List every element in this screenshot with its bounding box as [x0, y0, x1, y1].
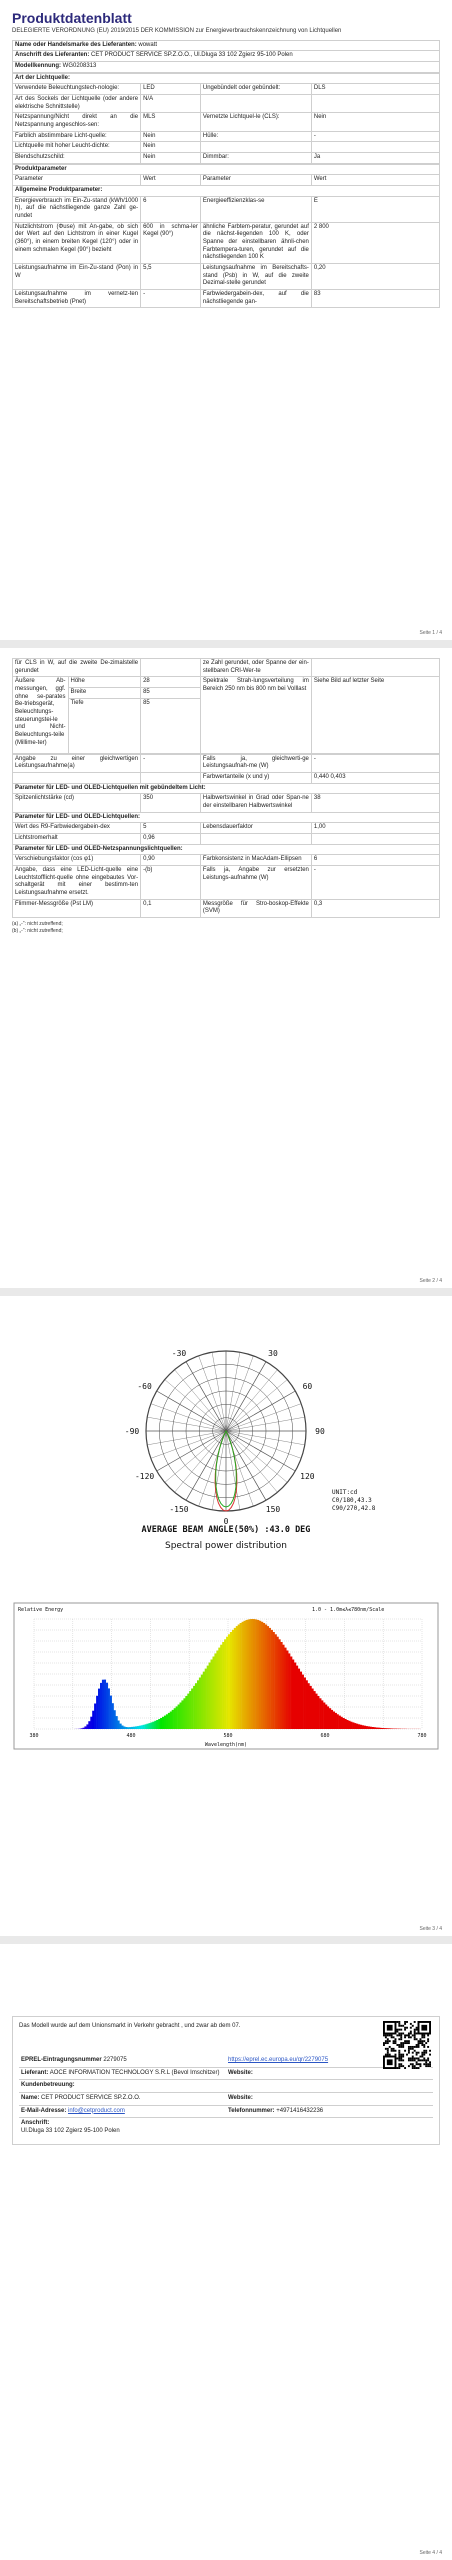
type-row: [13, 84, 440, 95]
page-4: [0, 1944, 452, 2560]
spectrum-bar: [88, 1721, 90, 1729]
polar-angle-label: 120: [300, 1472, 315, 1481]
type-value: [311, 142, 439, 153]
col-header-parameter: Parameter: [13, 175, 141, 186]
name-value: CET PRODUCT SERVICE SP.Z.O.O.: [41, 2095, 141, 2102]
qr-code-icon[interactable]: [383, 2021, 431, 2069]
param-value: 5,5: [141, 263, 201, 289]
spectrum-bar: [220, 1645, 222, 1729]
spectrum-tick-label: 380: [29, 1733, 39, 1739]
param-value: 600 in schma-ler Kegel (90°): [141, 222, 201, 263]
page-number: Seite 3 / 4: [419, 1926, 442, 1932]
type-value: -: [311, 131, 439, 142]
param-name: Leistungsaufnahme im Bereitschafts-stand (Psb) in W, auf die zweite Dezimal-stelle gerundet: [200, 263, 311, 289]
directional-led-header: Parameter für LED- und OLED-Lichtquellen mit gebündeltem Licht:: [13, 783, 440, 794]
param-value: 0,90: [141, 855, 201, 866]
type-value: Nein: [141, 142, 201, 153]
type-value: [311, 94, 439, 112]
mains-led-params-header: Parameter für LED- und OLED-Netzspannungslichtquellen:: [13, 844, 440, 855]
param-row: [13, 866, 440, 900]
param-value: 350: [141, 794, 201, 812]
name-cell: [19, 2093, 226, 2106]
spectrum-bar: [269, 1628, 271, 1729]
spectrum-bar: [166, 1714, 168, 1729]
param-value: 0,20: [311, 263, 439, 289]
type-param: Dimmbar:: [200, 152, 311, 163]
website2-label: Website:: [228, 2095, 253, 2102]
type-row: [13, 131, 440, 142]
brand-value: wowatt: [138, 41, 158, 48]
type-param: [200, 94, 311, 112]
spectrum-bar: [176, 1706, 178, 1729]
model-value: WG0208313: [62, 62, 97, 69]
general-params-header: Allgemeine Produktparameter:: [13, 185, 440, 196]
param-name: Farbkonsistenz in MacAdam-Ellipsen: [200, 855, 311, 866]
spectrum-bar: [249, 1619, 251, 1729]
param-value: 0,440 0,403: [311, 773, 439, 784]
eprel-label: EPREL-Eintragungsnummer: [21, 2057, 102, 2063]
spectrum-bar: [292, 1660, 294, 1730]
type-value: Nein: [311, 113, 439, 131]
param-name: Energieverbrauch im Ein-Zu-stand (kWh/1000 h), auf die nächstliegende ganze Zahl ge-rundet: [13, 196, 141, 222]
spectrum-bar: [356, 1724, 358, 1729]
brand-row: [13, 40, 440, 51]
polar-legend-c0: C0/180,43.3: [332, 1497, 372, 1504]
polar-angle-label: -90: [124, 1427, 140, 1436]
eprel-link[interactable]: https://eprel.ec.europa.eu/qr/2279075: [228, 2057, 329, 2063]
website-label: Website:: [228, 2069, 253, 2076]
param-row: [13, 794, 440, 812]
spectrum-bar: [317, 1696, 319, 1729]
polar-angle-label: 0: [223, 1517, 229, 1526]
spectrum-bar: [389, 1728, 391, 1729]
page-number: Seite 1 / 4: [419, 630, 442, 636]
spectrum-bar: [172, 1710, 174, 1729]
supplier-label: Lieferant:: [21, 2069, 49, 2076]
document-title: Produktdatenblatt: [12, 10, 132, 26]
param-value: 83: [311, 289, 439, 307]
param-value: 6: [311, 855, 439, 866]
phone-label: Telefonnummer:: [228, 2107, 275, 2114]
param-value: E: [311, 196, 439, 222]
param-name: für CLS in W, auf die zweite De-zimalstelle gerundet: [13, 659, 141, 677]
dimension-value: 85: [141, 698, 201, 753]
spectrum-bar: [123, 1727, 125, 1730]
param-row: [13, 855, 440, 866]
spectrum-bar: [341, 1717, 343, 1729]
page-number: Seite 4 / 4: [419, 2550, 442, 2556]
param-row: [13, 899, 440, 917]
spectrum-header-left: Relative Energy: [18, 1607, 64, 1613]
param-value: 5: [141, 823, 201, 834]
type-param: [200, 142, 311, 153]
spectrum-bar: [84, 1726, 86, 1729]
dimension-value: 85: [141, 688, 201, 699]
type-param: Lichtquelle mit hoher Leucht-dichte:: [13, 142, 141, 153]
param-name: Nutzlichtstrom (Φuse) mit An-gabe, ob sich der Wert auf den Lichtstrom in einer Kugel (360°), in einem breiten Kegel (120°) oder in einem schmalen Kegel (90°) bezieht: [13, 222, 141, 263]
website2-cell: [226, 2093, 433, 2106]
spectrum-bar: [162, 1717, 164, 1729]
dimension-name: Höhe: [68, 677, 141, 688]
spectrum-bar: [244, 1621, 246, 1729]
continued-parameters-table: [12, 658, 440, 754]
brand-label: Name oder Handelsmarke des Lieferanten:: [15, 41, 137, 48]
name-label: Name:: [21, 2095, 40, 2102]
type-value: MLS: [141, 113, 201, 131]
polar-legend-c90: C90/270,42.8: [332, 1505, 376, 1512]
type-row: [13, 142, 440, 153]
param-name: Verschiebungsfaktor (cos φ1): [13, 855, 141, 866]
spectrum-bar: [137, 1726, 139, 1729]
type-param: Verwendete Beleuchtungstech-nologie:: [13, 84, 141, 95]
param-value: 0,1: [141, 899, 201, 917]
spectrum-bar: [278, 1639, 280, 1729]
eprel-value: 2279075: [103, 2057, 127, 2063]
param-name: [200, 834, 311, 845]
spectral-value: Siehe Bild auf letzter Seite: [311, 677, 439, 753]
param-name: Falls ja, Angabe zur ersetzten Leistungs-aufnahme (W): [200, 866, 311, 900]
param-name: Lebensdauerfaktor: [200, 823, 311, 834]
param-name: Angabe zu einer gleichwertigen Leistungsaufnahme(a): [13, 754, 141, 772]
spectrum-bar: [263, 1623, 265, 1729]
param-value: 2 800: [311, 222, 439, 263]
email-label: E-Mail-Adresse:: [21, 2107, 67, 2114]
address-value: CET PRODUCT SERVICE SP.Z.O.O., Ul.Dluga 33 102 Zgierz 95-100 Polen: [91, 52, 293, 59]
type-param: Vernetzte Lichtquel-le (CLS):: [200, 113, 311, 131]
spectral-power-distribution-chart: [12, 1601, 440, 1751]
param-name: ähnliche Farbtem-peratur, gerundet auf die nächst-liegenden 100 K, oder Spanne der einstellbaren ähnli-chen Farbtempera-turen, gerundet auf die nächstliegenden 100 K: [200, 222, 311, 263]
spectrum-bar: [308, 1683, 310, 1729]
spectrum-bar: [331, 1710, 333, 1729]
spectrum-bar: [385, 1728, 387, 1729]
param-name: ze Zahl gerundet, oder Spanne der ein-stellbaren CRI-Wer-te: [200, 659, 311, 677]
spectrum-bar: [337, 1714, 339, 1729]
param-value: 38: [311, 794, 439, 812]
param-name: Farbwertanteile (x und y): [200, 773, 311, 784]
page-1: [0, 0, 452, 640]
param-value: [141, 659, 201, 677]
market-intro: Das Modell wurde auf dem Unionsmarkt in Verkehr gebracht , und zwar ab dem 07.: [19, 2023, 241, 2029]
type-header: Art der Lichtquelle:: [13, 73, 440, 84]
col-header-value: Wert: [311, 175, 439, 186]
type-value: N/A: [141, 94, 201, 112]
spectrum-bar: [282, 1645, 284, 1729]
spectrum-bar: [302, 1675, 304, 1729]
spectrum-bar: [259, 1621, 261, 1729]
spectrum-bar: [152, 1722, 154, 1729]
type-value: DLS: [311, 84, 439, 95]
spectrum-bar: [127, 1727, 129, 1729]
param-value: -: [141, 754, 201, 772]
spectrum-bar: [214, 1653, 216, 1729]
supplier-table: [12, 40, 440, 73]
polar-angle-label: 150: [265, 1504, 281, 1514]
spectrum-bar: [273, 1632, 275, 1729]
type-value: Nein: [141, 131, 201, 142]
spectrum-bar: [224, 1639, 226, 1729]
type-param: Art des Sockels der Lichtquelle (oder andere elektrische Schnittstelle): [13, 94, 141, 112]
address-label: Anschrift des Lieferanten:: [15, 52, 90, 59]
spectrum-bar: [350, 1722, 352, 1729]
param-row: [13, 823, 440, 834]
eprel-cell: [19, 2055, 226, 2067]
param-value: 0,96: [141, 834, 201, 845]
product-parameters-table: [12, 164, 440, 309]
eprel-info-table: [19, 2055, 433, 2138]
col-header-value: Wert: [141, 175, 201, 186]
type-row: [13, 94, 440, 112]
spectrum-bar: [327, 1706, 329, 1729]
param-name: Messgröße für Stro-boskop-Effekte (SVM): [200, 899, 311, 917]
spectrum-bar: [288, 1653, 290, 1729]
spectrum-bar: [360, 1725, 362, 1729]
spectrum-bar: [311, 1689, 313, 1730]
spectrum-bar: [346, 1720, 348, 1729]
customer-service-label: Kundenbetreuung:: [19, 2080, 433, 2093]
page-2: [0, 648, 452, 1288]
spectrum-bar: [185, 1696, 187, 1729]
param-value: -: [311, 866, 439, 900]
polar-angle-label: -150: [169, 1504, 189, 1514]
spectrum-bar: [191, 1689, 193, 1730]
spectrum-bar: [253, 1619, 255, 1729]
param-name: Spitzenlichtstärke (cd): [13, 794, 141, 812]
type-param: Blendschutzschild:: [13, 152, 141, 163]
polar-angle-label: -30: [171, 1349, 187, 1359]
param-row: [13, 834, 440, 845]
spectrum-bar: [108, 1688, 110, 1729]
dimension-name: Breite: [68, 688, 141, 699]
param-name: Farbwiedergabein-dex, auf die nächstliegende gan-: [200, 289, 311, 307]
spectrum-bar: [366, 1726, 368, 1729]
type-param: Hülle:: [200, 131, 311, 142]
spectrum-bar: [147, 1724, 149, 1729]
param-value: -(b): [141, 866, 201, 900]
dimension-value: 28: [141, 677, 201, 688]
address-cell: [19, 2118, 433, 2138]
param-name: Energieeffizienzklas-se: [200, 196, 311, 222]
param-value: 0,3: [311, 899, 439, 917]
polar-angle-label: 90: [315, 1427, 325, 1436]
type-row: [13, 152, 440, 163]
dimensions-label: Äußere Ab-messungen, ggf. ohne se-parates Be-triebsgerät, Beleuchtungs-steuerungstei-le und Nicht-Beleuchtungs-teile (Millime-ter): [13, 677, 69, 753]
params-header: Produktparameter: [13, 164, 440, 175]
light-source-type-table: [12, 73, 440, 164]
param-value: -: [311, 754, 439, 772]
email-cell: [19, 2105, 226, 2118]
spectral-title: Spectral power distribution: [165, 1541, 287, 1551]
spectrum-tick-label: 480: [126, 1733, 136, 1739]
spectrum-bar: [375, 1728, 377, 1730]
param-row: [13, 289, 440, 307]
page-number: Seite 2 / 4: [419, 1278, 442, 1284]
spectrum-bar: [240, 1623, 242, 1729]
website-cell: [226, 2067, 433, 2080]
spectrum-bar: [156, 1720, 158, 1729]
anschrift-value: Ul.Dluga 33 102 Zgierz 95-100 Polen: [21, 2128, 120, 2135]
param-row: [13, 773, 440, 784]
led-params-header: Parameter für LED- und OLED-Lichtquellen:: [13, 812, 440, 823]
spectrum-tick-label: 580: [223, 1733, 233, 1739]
param-name: Flimmer-Messgröße (Pst LM): [13, 899, 141, 917]
param-value: 1,00: [311, 823, 439, 834]
spectral-label: Spektrale Strah-lungsverteilung im Bereich 250 nm bis 800 nm bei Volllast: [200, 677, 311, 753]
spectrum-bar: [379, 1728, 381, 1729]
supplier-value: AOCE INFORMATION TECHNOLOGY S.R.L (Bevol Imschitzer): [49, 2069, 220, 2076]
spectrum-bar: [201, 1675, 203, 1729]
param-value: 6: [141, 196, 201, 222]
spectrum-bar: [117, 1721, 119, 1730]
param-name: Halbwertswinkel in Grad oder Span-ne der einstellbaren Halbwertswinkel: [200, 794, 311, 812]
polar-angle-label: -120: [134, 1472, 155, 1481]
spectrum-bar: [211, 1660, 213, 1730]
polar-light-distribution-diagram: [12, 1336, 440, 1556]
spectrum-x-label: Wavelength(nm): [204, 1742, 248, 1748]
address-row: [13, 51, 440, 62]
regulation-subtitle: DELEGIERTE VERORDNUNG (EU) 2019/2015 DER KOMMISSION zur Energieverbrauchskennzeichnung von Lichtquellen: [12, 28, 342, 34]
spectrum-bar: [114, 1710, 116, 1729]
spectrum-bar: [104, 1680, 106, 1729]
additional-parameters-table: [12, 754, 440, 918]
param-value: -: [141, 289, 201, 307]
param-value: [141, 773, 201, 784]
dimension-row: [13, 677, 440, 688]
spectrum-header-right: 1.0 - 1.0m≤λ≤780nm/Scale: [312, 1607, 385, 1613]
polar-legend-unit: UNIT:cd: [332, 1489, 358, 1496]
spectrum-bar: [98, 1689, 100, 1729]
eprel-box: [12, 2016, 440, 2145]
spectrum-bar: [321, 1700, 323, 1729]
spectrum-bar: [370, 1727, 372, 1729]
spectrum-bar: [230, 1632, 232, 1729]
spectrum-tick-label: 680: [320, 1733, 330, 1739]
spectrum-bar: [143, 1725, 145, 1729]
phone-value: +4971416432236: [276, 2107, 324, 2114]
supplier-cell: [19, 2067, 226, 2080]
spectrum-bar: [133, 1727, 135, 1729]
type-param: Netzspannung/Nicht direkt an die Netzspannung angeschlos-sen:: [13, 113, 141, 131]
param-name: Wert des R9-Farbwiedergabein-dex: [13, 823, 141, 834]
model-row: [13, 61, 440, 72]
param-row: [13, 754, 440, 772]
page-3: [0, 1296, 452, 1936]
spectrum-bar: [205, 1669, 207, 1729]
spectrum-tick-label: 780: [417, 1733, 427, 1739]
polar-angle-label: 30: [268, 1349, 278, 1359]
spectrum-bar: [195, 1683, 197, 1729]
footnote-a: (a) „-“: nicht zutreffend;: [12, 921, 63, 928]
param-value: [311, 659, 439, 677]
email-link[interactable]: info@cetproduct.com: [68, 2107, 125, 2114]
beam-angle-caption: AVERAGE BEAM ANGLE(50%) :43.0 DEG: [141, 1525, 311, 1535]
param-name: [13, 773, 141, 784]
type-param: Farblich abstimmbare Licht-quelle:: [13, 131, 141, 142]
anschrift-label: Anschrift:: [21, 2120, 50, 2127]
param-name: Leistungsaufnahme im vernetz-ten Bereitschaftsbetrieb (Pnet): [13, 289, 141, 307]
spectrum-bar: [234, 1628, 236, 1729]
col-header-parameter: Parameter: [200, 175, 311, 186]
continued-row: [13, 659, 440, 677]
param-name: Leistungsaufnahme im Ein-Zu-stand (Pon) in W: [13, 263, 141, 289]
param-row: [13, 263, 440, 289]
type-param: Ungebündelt oder gebündelt:: [200, 84, 311, 95]
param-row: [13, 196, 440, 222]
spectrum-bar: [298, 1669, 300, 1729]
footnote-b: (b) „-“: nicht zutreffend;: [12, 928, 63, 935]
param-name: Lichtstromerhalt: [13, 834, 141, 845]
param-value: [311, 834, 439, 845]
polar-angle-label: 60: [302, 1382, 313, 1391]
param-row: [13, 222, 440, 263]
phone-cell: [226, 2105, 433, 2118]
dimension-name: Tiefe: [68, 698, 141, 753]
polar-angle-label: -60: [137, 1382, 152, 1391]
param-name: Falls ja, gleichwerti-ge Leistungsaufnah-me (W): [200, 754, 311, 772]
model-label: Modellkennung:: [15, 62, 61, 69]
spectrum-bar: [181, 1700, 183, 1729]
spectrum-bar: [94, 1704, 96, 1730]
type-row: [13, 113, 440, 131]
param-name: Angabe, dass eine LED-Licht-quelle eine Leuchtstofflicht-quelle ohne eingebautes Vor-schaltgerät mit einer bestimm-ten Leistungsaufnahme ersetzt.: [13, 866, 141, 900]
type-value: Nein: [141, 152, 201, 163]
type-value: Ja: [311, 152, 439, 163]
type-value: LED: [141, 84, 201, 95]
